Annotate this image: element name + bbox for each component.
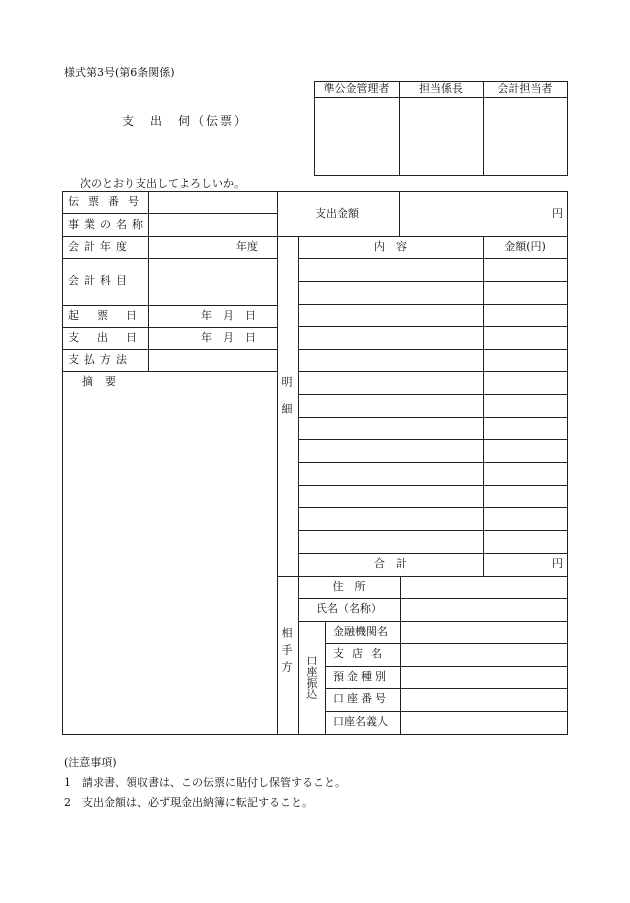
voucher-number-label: 伝票番号 xyxy=(68,195,148,208)
draft-date-label: 起票日 xyxy=(68,309,155,322)
payment-date-value: 年 月 日 xyxy=(201,331,256,344)
voucher-number-field[interactable] xyxy=(149,192,277,213)
branch-field[interactable] xyxy=(401,644,567,666)
approval-header-accountant: 会計担当者 xyxy=(497,82,553,95)
account-item-label: 会計科目 xyxy=(68,274,132,287)
form-number: 様式第3号(第6条関係) xyxy=(64,66,175,79)
amount-label: 支出金額 xyxy=(315,207,359,220)
approval-stamp-accountant[interactable] xyxy=(484,98,567,175)
approval-header-chief: 担当係長 xyxy=(419,82,463,95)
account-number-label: 口座番号 xyxy=(333,692,389,705)
name-field[interactable] xyxy=(401,599,567,621)
total-unit: 円 xyxy=(552,557,563,570)
summary-label: 摘要 xyxy=(82,375,128,388)
content-header: 内 容 xyxy=(374,240,407,253)
approval-stamp-manager[interactable] xyxy=(315,98,399,175)
note-item: 1 請求書、領収書は、この伝票に貼付し保管すること。 xyxy=(64,776,346,789)
amount-field[interactable] xyxy=(400,192,550,236)
amount-unit: 円 xyxy=(552,207,563,220)
form-title: 支 出 伺（伝票） xyxy=(122,114,249,128)
address-field[interactable] xyxy=(401,577,567,598)
payment-date-label: 支出日 xyxy=(68,331,155,344)
bank-label: 金融機関名 xyxy=(333,625,388,638)
payment-method-field[interactable] xyxy=(149,350,277,371)
branch-label: 支店名 xyxy=(333,647,390,660)
fiscal-year-label: 会計年度 xyxy=(68,240,132,253)
payment-method-label: 支払方法 xyxy=(68,353,132,366)
account-holder-label: 口座名義人 xyxy=(333,715,388,728)
account-holder-field[interactable] xyxy=(401,712,567,734)
note-item: 2 支出金額は、必ず現金出納簿に転記すること。 xyxy=(64,796,313,809)
deposit-type-label: 預金種別 xyxy=(333,670,389,683)
summary-field[interactable] xyxy=(63,390,277,734)
draft-date-value: 年 月 日 xyxy=(201,309,256,322)
account-number-field[interactable] xyxy=(401,689,567,711)
bank-field[interactable] xyxy=(401,622,567,643)
payee-side-label: 相手方 xyxy=(280,627,293,678)
project-name-label: 事業の名称 xyxy=(68,218,148,231)
fiscal-year-unit: 年度 xyxy=(236,240,258,253)
transfer-side-label: 口座振込 xyxy=(305,655,318,699)
notes-heading: (注意事項) xyxy=(64,756,117,769)
total-label: 合 計 xyxy=(374,557,407,570)
intro-text: 次のとおり支出してよろしいか。 xyxy=(80,177,245,190)
approval-stamp-chief[interactable] xyxy=(400,98,483,175)
amount-header: 金額(円) xyxy=(504,240,546,253)
address-label: 住 所 xyxy=(332,580,366,593)
deposit-type-field[interactable] xyxy=(401,667,567,688)
name-label: 氏名（名称） xyxy=(316,602,382,615)
total-amount-field[interactable] xyxy=(484,554,550,576)
project-name-field[interactable] xyxy=(149,214,277,236)
details-side-label: 明細 xyxy=(280,376,293,430)
account-item-field[interactable] xyxy=(149,259,277,305)
approval-header-manager: 準公金管理者 xyxy=(323,82,390,95)
